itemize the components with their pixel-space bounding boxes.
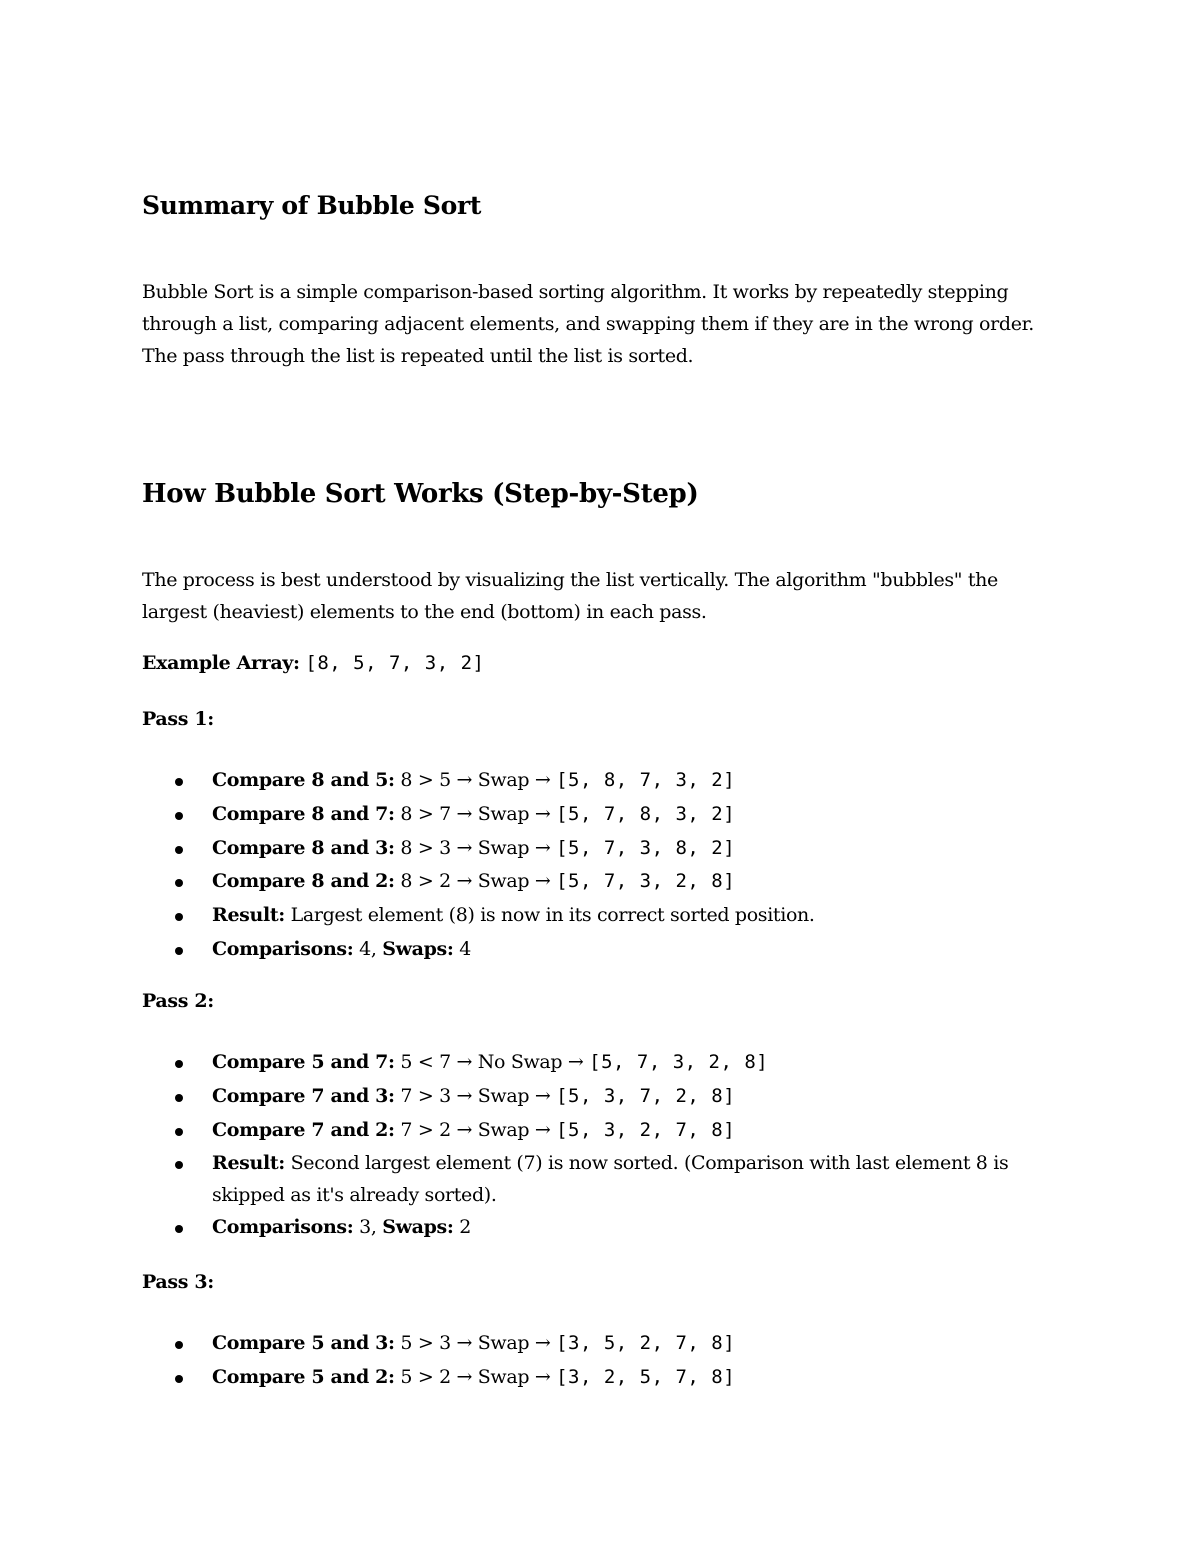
howto-title: How Bubble Sort Works (Step-by-Step): [142, 479, 699, 509]
step-text: 8 > 7 → Swap →: [394, 802, 557, 825]
list-item: [142, 832, 1062, 866]
step-array: [5, 7, 8, 3, 2]: [556, 802, 736, 825]
step-text: 8 > 2 → Swap →: [394, 870, 557, 893]
step-text: 8 > 3 → Swap →: [394, 836, 557, 859]
howto-paragraph: The process is best understood by visualizing the list vertically. The algorithm "bubbles" the largest (heaviest) elements to the end (bottom) in each pass.: [142, 569, 998, 623]
pass-1-heading: Pass 1:: [142, 708, 214, 730]
bullet-icon: [175, 812, 183, 820]
step-text: 7 > 2 → Swap →: [394, 1118, 557, 1141]
bullet-icon: [175, 846, 183, 854]
step-array: [5, 7, 3, 8, 2]: [556, 836, 736, 859]
pass-2-list: [142, 1046, 1062, 1245]
pass-3-heading: Pass 3:: [142, 1271, 214, 1293]
step-label: Compare 8 and 2:: [212, 870, 395, 893]
list-item: [142, 1114, 1062, 1148]
bullet-icon: [175, 1094, 183, 1102]
step-label: Compare 7 and 3:: [212, 1084, 395, 1107]
result-label: Result:: [212, 1152, 285, 1175]
step-array: [5, 8, 7, 3, 2]: [556, 769, 736, 791]
list-item: [142, 1046, 1062, 1080]
list-item: [142, 1327, 1062, 1361]
list-item: [142, 764, 1062, 798]
pass-2-heading: Pass 2:: [142, 990, 214, 1012]
list-item-counts: [142, 933, 1062, 967]
bullet-icon: [175, 1341, 183, 1349]
step-text: 8 > 5 → Swap →: [394, 769, 557, 791]
step-text: 7 > 3 → Swap →: [394, 1084, 557, 1107]
step-label: Compare 8 and 7:: [212, 802, 395, 825]
summary-title: Summary of Bubble Sort: [142, 191, 482, 220]
list-item-result: [142, 899, 1062, 933]
list-item-counts: [142, 1211, 1062, 1245]
step-label: Compare 7 and 2:: [212, 1118, 395, 1141]
step-array: [5, 3, 7, 2, 8]: [556, 1084, 736, 1107]
list-item: [142, 1080, 1062, 1114]
bullet-icon: [175, 913, 183, 921]
bullet-icon: [175, 1375, 183, 1383]
result-label: Result:: [212, 904, 285, 927]
list-item: [142, 798, 1062, 832]
step-label: Compare 5 and 7:: [212, 1051, 395, 1073]
summary-paragraph: Bubble Sort is a simple comparison-based sorting algorithm. It works by repeatedly stepping through a list, comparing adjacent elements, and swapping them if they are in the wrong order. The pass through the list is repeated until the list is sorted.: [142, 281, 1034, 367]
example-array-value: [8, 5, 7, 3, 2]: [305, 652, 485, 674]
example-array-line: [142, 652, 484, 674]
comparisons-value: 4,: [353, 937, 383, 960]
step-array: [5, 7, 3, 2, 8]: [589, 1051, 769, 1073]
comparisons-label: Comparisons:: [212, 1216, 354, 1239]
pass-1-list: [142, 764, 1062, 967]
step-label: Compare 8 and 3:: [212, 836, 395, 859]
result-text: Largest element (8) is now in its correct sorted position.: [284, 904, 815, 927]
example-array-label: Example Array:: [142, 652, 300, 674]
step-label: Compare 5 and 2:: [212, 1365, 395, 1388]
bullet-icon: [175, 778, 183, 786]
bullet-icon: [175, 879, 183, 887]
swaps-label: Swaps:: [382, 937, 454, 960]
result-text: Second largest element (7) is now sorted. (Comparison with last element 8 is skipped as it's already sorted).: [212, 1152, 1009, 1207]
bullet-icon: [175, 1225, 183, 1233]
bullet-icon: [175, 1161, 183, 1169]
comparisons-label: Comparisons:: [212, 937, 354, 960]
step-label: Compare 5 and 3:: [212, 1332, 395, 1354]
bullet-icon: [175, 947, 183, 955]
step-text: 5 > 2 → Swap →: [394, 1365, 557, 1388]
pass-3-list: [142, 1327, 1062, 1395]
swaps-value: 4: [453, 937, 471, 960]
swaps-label: Swaps:: [382, 1216, 454, 1239]
step-array: [5, 7, 3, 2, 8]: [556, 870, 736, 893]
swaps-value: 2: [453, 1216, 471, 1239]
step-array: [3, 5, 2, 7, 8]: [556, 1332, 736, 1354]
step-label: Compare 8 and 5:: [212, 769, 395, 791]
bullet-icon: [175, 1060, 183, 1068]
list-item: [142, 865, 1062, 899]
list-item: [142, 1361, 1062, 1395]
step-array: [3, 2, 5, 7, 8]: [556, 1365, 736, 1388]
step-array: [5, 3, 2, 7, 8]: [556, 1118, 736, 1141]
step-text: 5 > 3 → Swap →: [394, 1332, 557, 1354]
step-text: 5 < 7 → No Swap →: [394, 1051, 590, 1073]
bullet-icon: [175, 1128, 183, 1136]
comparisons-value: 3,: [353, 1216, 383, 1239]
list-item-result: [142, 1147, 1052, 1211]
